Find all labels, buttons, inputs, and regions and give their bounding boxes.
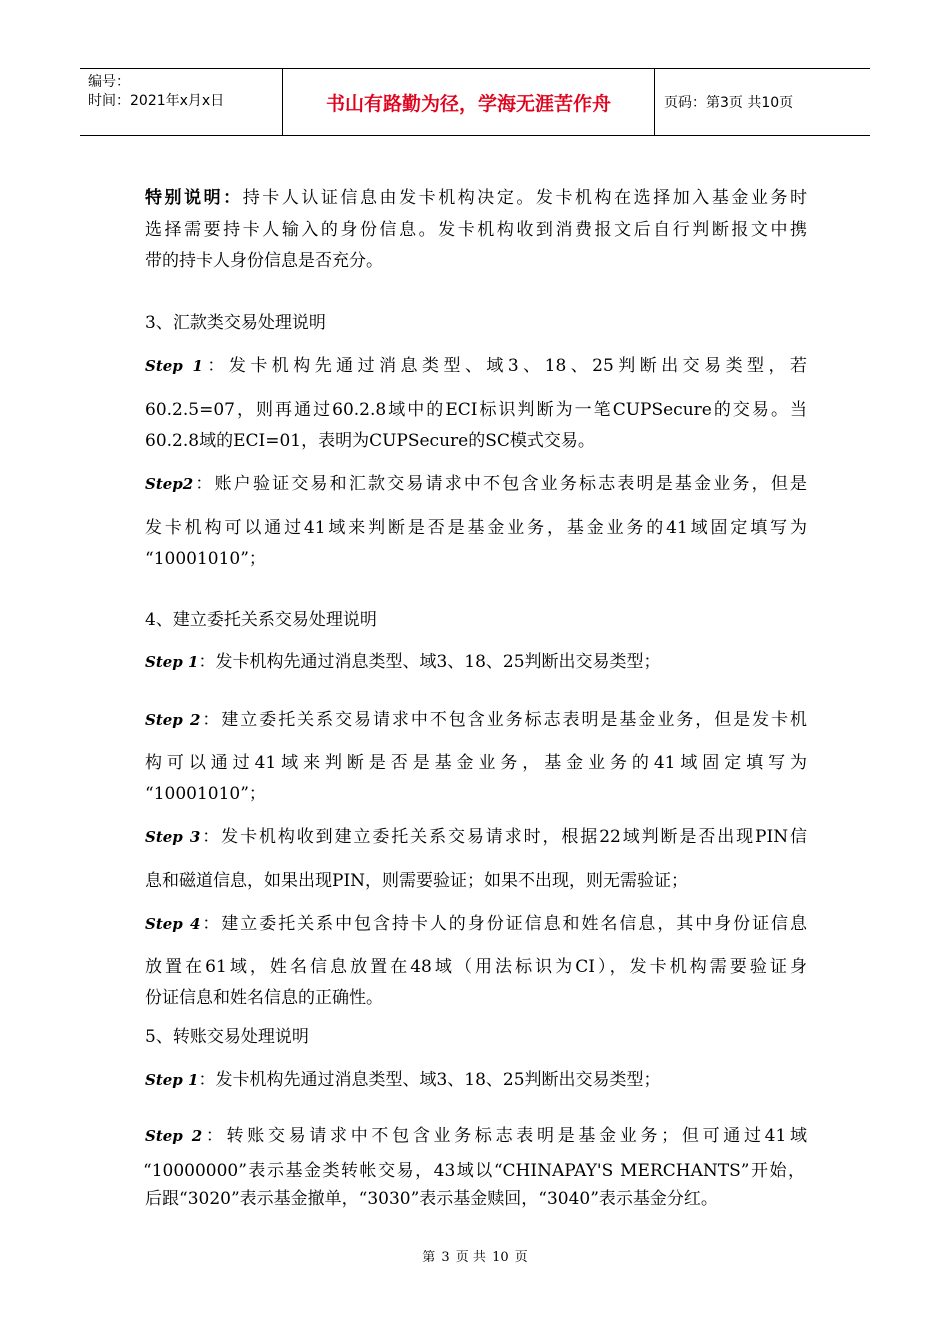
step-label: Step 1	[145, 653, 199, 671]
document-time: 时间：2021年x月x日	[88, 93, 225, 109]
paragraph-text: ：建立委托关系中包含持卡人的身份证信息和姓名信息，其中身份证信息	[200, 914, 808, 934]
paragraph	[145, 1124, 807, 1149]
special-note-label: 特别说明：	[145, 188, 243, 208]
header-meta	[80, 69, 282, 135]
special-note-text: 持卡人认证信息由发卡机构决定。发卡机构在选择加入基金业务时	[242, 188, 808, 208]
step-label: Step2	[145, 475, 194, 493]
step-label: Step 4	[145, 915, 201, 933]
paragraph-text: “10001010”；	[145, 784, 266, 804]
paragraph-text: ：建立委托关系交易请求中不包含业务标志表明是基金业务，但是发卡机	[200, 710, 808, 730]
paragraph-text: 份证信息和姓名信息的正确性。	[145, 988, 383, 1008]
step-label: Step 3	[145, 828, 201, 846]
paragraph	[145, 472, 807, 497]
step-label: Step 2	[145, 1127, 203, 1145]
section-title: 4、建立委托关系交易处理说明	[145, 610, 377, 630]
footer-current-page: 3	[441, 1250, 450, 1265]
paragraph-text: 后跟“3020”表示基金撤单，“3030”表示基金赎回，“3040”表示基金分红。	[145, 1189, 718, 1209]
paragraph-text: ：账户验证交易和汇款交易请求中不包含业务标志表明是基金业务，但是	[193, 474, 807, 494]
footer-mid: 页 共	[455, 1250, 486, 1265]
paragraph-text: “10000000”表示基金类转帐交易，43域以“CHINAPAY'S MERCHANTS”开始，	[143, 1161, 805, 1181]
special-note-text: 选择需要持卡人输入的身份信息。发卡机构收到消费报文后自行判断报文中携	[145, 220, 807, 240]
special-note-text: 带的持卡人身份信息是否充分。	[145, 251, 383, 271]
section-title: 5、转账交易处理说明	[145, 1027, 309, 1047]
paragraph-text: “10001010”；	[145, 549, 266, 569]
step-label: Step 2	[145, 711, 201, 729]
document-number: 编号：	[88, 74, 130, 90]
paragraph-text: 放置在61域，姓名信息放置在48域（用法标识为CI），发卡机构需要验证身	[145, 957, 807, 977]
header-page-info: 页码：第3页 共10页	[664, 95, 794, 111]
paragraph	[145, 354, 807, 379]
step-label: Step 1	[145, 357, 203, 375]
paragraph-text: ：发卡机构收到建立委托关系交易请求时，根据22域判断是否出现PIN信	[200, 827, 807, 847]
paragraph-text: 构可以通过41域来判断是否是基金业务，基金业务的41域固定填写为	[145, 753, 807, 773]
paragraph	[145, 650, 661, 675]
paragraph-text: 发卡机构可以通过41域来判断是否是基金业务，基金业务的41域固定填写为	[145, 518, 807, 538]
page-footer	[0, 1246, 950, 1265]
step-label: Step 1	[145, 1071, 199, 1089]
paragraph-text: ：转账交易请求中不包含业务标志表明是基金业务；但可通过41域	[202, 1126, 807, 1146]
paragraph-text: 60.2.8域的ECI=01，表明为CUPSecure的SC模式交易。	[145, 431, 595, 451]
paragraph	[145, 912, 807, 937]
page-header	[80, 68, 870, 136]
footer-prefix: 第	[422, 1250, 436, 1265]
paragraph-text: ：发卡机构先通过消息类型、域3、18、25判断出交易类型；	[198, 652, 661, 672]
paragraph	[145, 1068, 661, 1093]
paragraph-text: ：发卡机构先通过消息类型、域3、18、25判断出交易类型，若	[202, 356, 807, 376]
section-title: 3、汇款类交易处理说明	[145, 313, 326, 333]
paragraph-text: ：发卡机构先通过消息类型、域3、18、25判断出交易类型；	[198, 1070, 661, 1090]
footer-total-pages: 10	[492, 1250, 509, 1265]
paragraph	[145, 708, 807, 733]
header-motto: 书山有路勤为径，学海无涯苦作舟	[282, 69, 655, 135]
paragraph	[145, 825, 807, 850]
footer-suffix: 页	[514, 1250, 528, 1265]
paragraph-text: 60.2.5=07，则再通过60.2.8域中的ECI标识判断为一笔CUPSecure的交易。当	[145, 400, 807, 420]
paragraph-text: 息和磁道信息，如果出现PIN，则需要验证；如果不出现，则无需验证；	[145, 871, 689, 891]
